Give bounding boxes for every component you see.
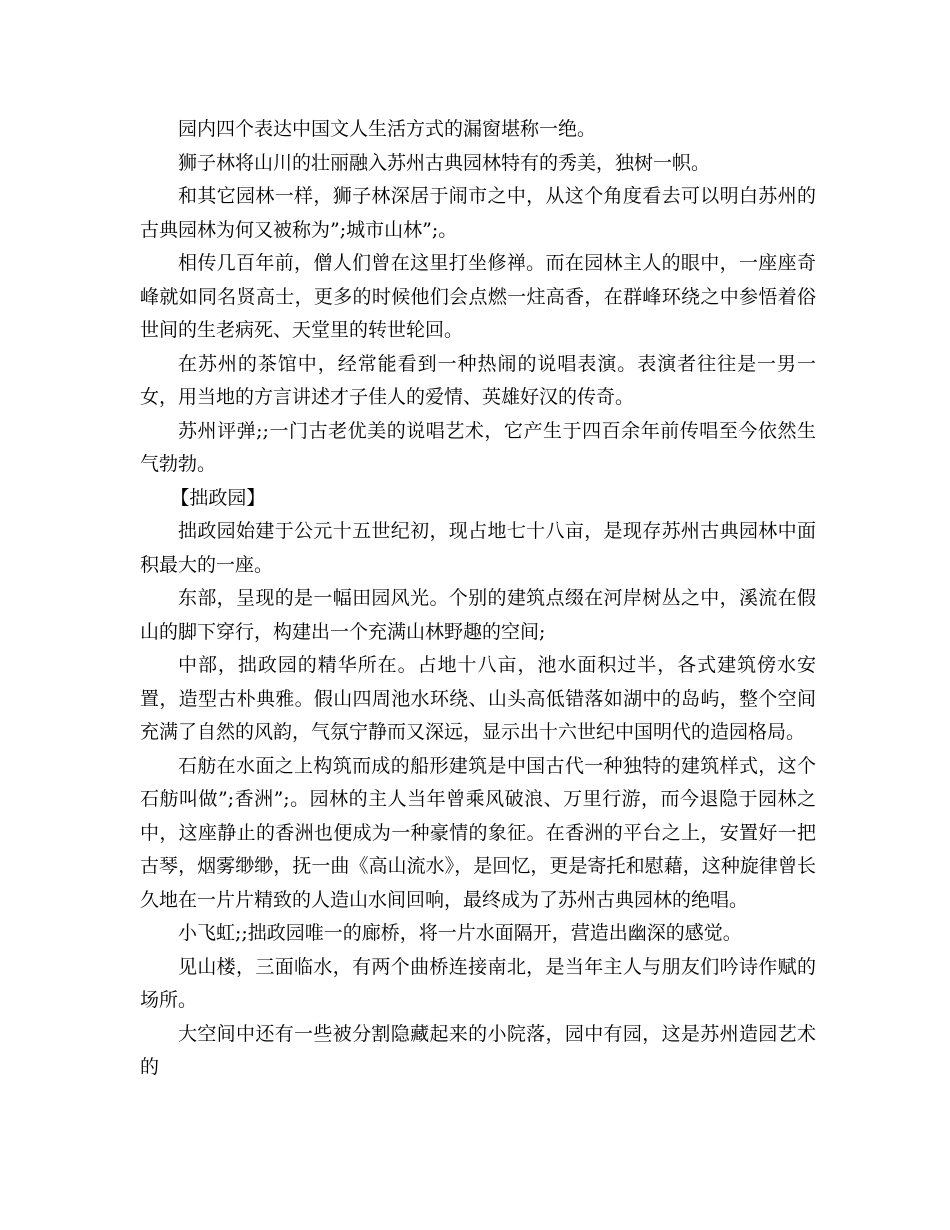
- paragraph-stone-boat: 石舫在水面之上构筑而成的船形建筑是中国古代一种独特的建筑样式，这个石舫叫做”;香洲”;。园林的主人当年曾乘风破浪、万里行游，而今退隐于园林之中，这座静止的香洲也便成为一种豪情的象征。在香洲的平台之上，安置好一把古琴，烟雾缈缈，抚一曲《高山流水》，是回忆，更是寄托和慰藉，这种旋律曾长久地在一片片精致的人造山水间回响，最终成为了苏州古典园林的绝唱。: [140, 754, 816, 911]
- paragraph-mountain-view-tower: 见山楼，三面临水，有两个曲桥连接南北，是当年主人与朋友们吟诗作赋的场所。: [140, 955, 816, 1011]
- paragraph-hidden-courtyards: 大空间中还有一些被分割隐藏起来的小院落，园中有园，这是苏州造园艺术的: [140, 1022, 816, 1078]
- paragraph-teahouse-performance: 在苏州的茶馆中，经常能看到一种热闹的说唱表演。表演者往往是一男一女，用当地的方言讲述才子佳人的爱情、英雄好汉的传奇。: [140, 352, 816, 408]
- paragraph-lion-grove-intro: 狮子林将山川的壮丽融入苏州古典园林特有的秀美，独树一帜。: [178, 151, 711, 174]
- document-body: [140, 113, 816, 1085]
- paragraph-little-flying-rainbow: 小飞虹;;拙政园唯一的廊桥，将一片水面隔开，营造出幽深的感觉。: [178, 922, 742, 944]
- paragraph-east-section: 东部，呈现的是一幅田园风光。个别的建筑点缀在河岸树丛之中，溪流在假山的脚下穿行，构建出一个充满山林野趣的空间;: [140, 587, 816, 643]
- paragraph-lattice-windows: 园内四个表达中国文人生活方式的漏窗堪称一绝。: [178, 118, 597, 140]
- paragraph-monks-meditation: 相传几百年前，僧人们曾在这里打坐修禅。而在园林主人的眼中，一座座奇峰就如同名贤高士，更多的时候他们会点燃一炷高香，在群峰环绕之中参悟着俗世间的生老病死、天堂里的转世轮回。: [140, 252, 816, 341]
- paragraph-central-section: 中部，拙政园的精华所在。占地十八亩，池水面积过半，各式建筑傍水安置，造型古朴典雅。假山四周池水环绕、山头高低错落如湖中的岛屿，整个空间充满了自然的风韵，气氛宁静而又深远，显示出十六世纪中国明代的造园格局。: [140, 654, 816, 743]
- section-heading-humble-administrator-garden: 【拙政园】: [170, 486, 266, 509]
- paragraph-suzhou-pingtan: 苏州评弹;;一门古老优美的说唱艺术，它产生于四百余年前传唱至今依然生气勃勃。: [140, 419, 816, 475]
- paragraph-city-forest: 和其它园林一样，狮子林深居于闹市之中，从这个角度看去可以明白苏州的古典园林为何又被称为”;城市山林”;。: [140, 185, 816, 241]
- paragraph-garden-overview: 拙政园始建于公元十五世纪初，现占地七十八亩，是现存苏州古典园林中面积最大的一座。: [140, 520, 816, 576]
